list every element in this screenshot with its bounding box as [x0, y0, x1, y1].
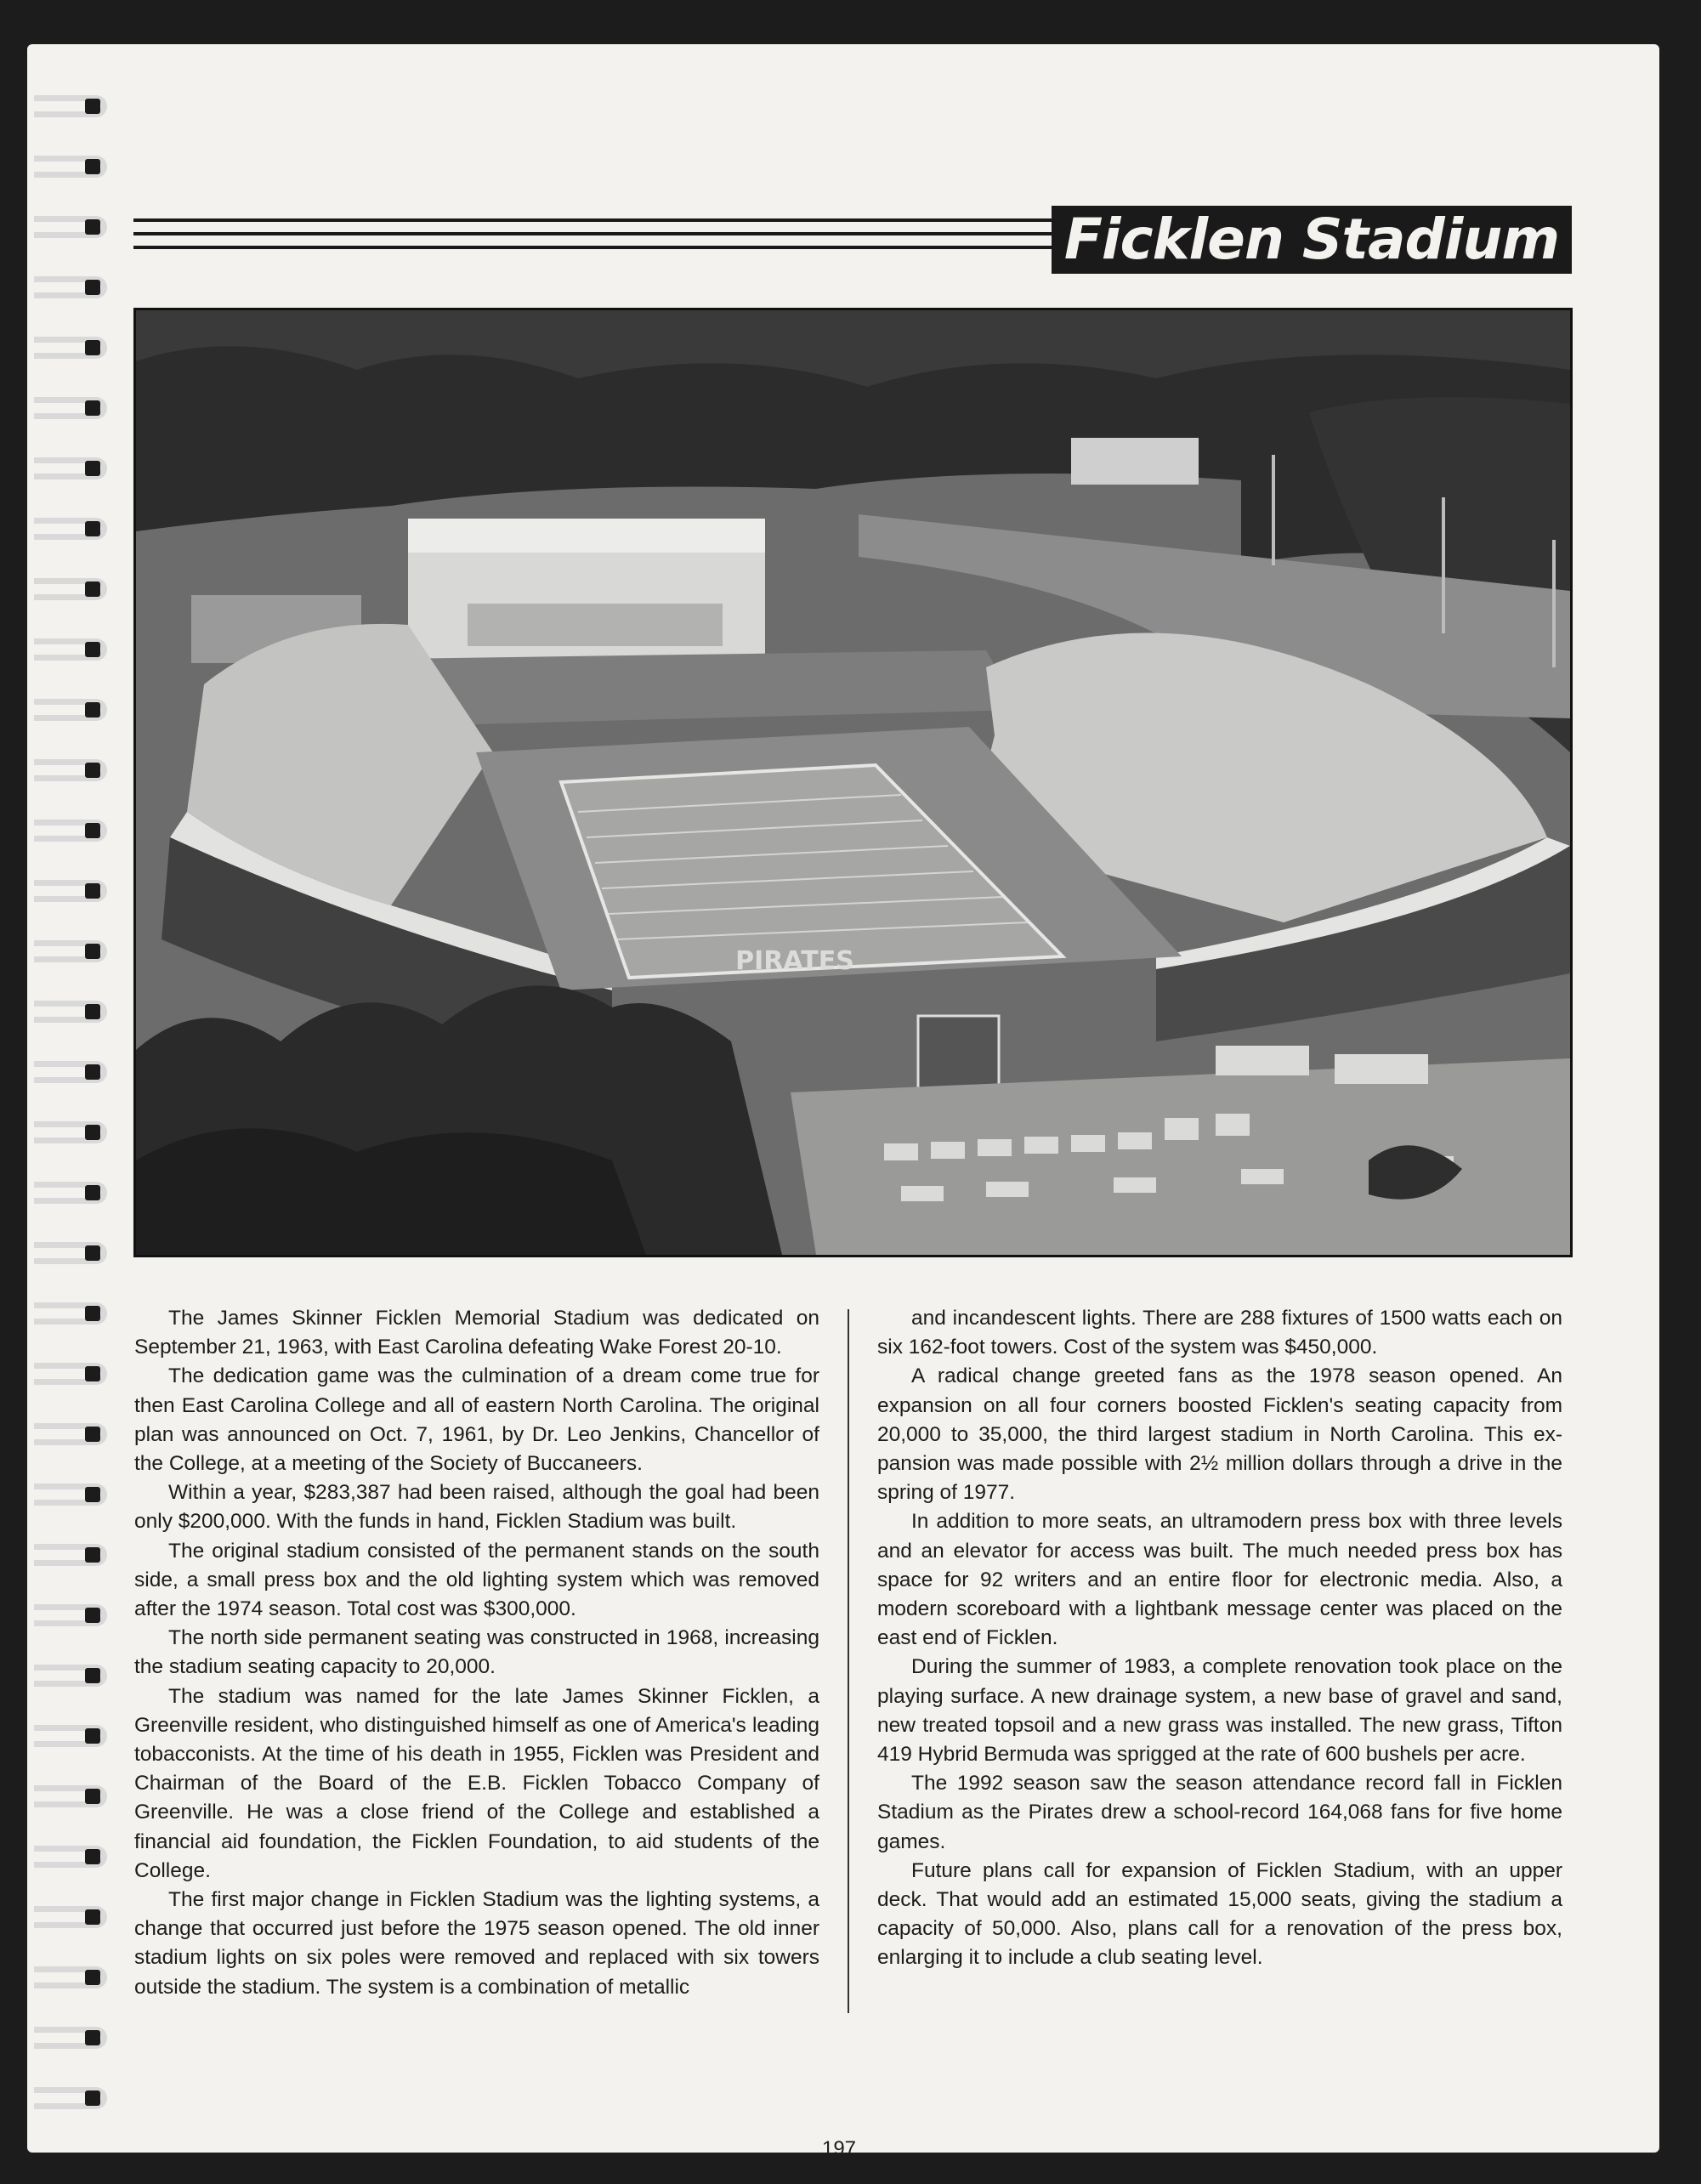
paragraph: A radical change greeted fans as the 1978 season opened. An expansion on all four corners boosted Ficklen's seating capacity from 20,000 to 35,000, the third largest stadium in North Carolina. This expansion was made possible with 2½ million dollars through a drive in the spring of 1977. [877, 1364, 1562, 1505]
binding-hole [85, 159, 100, 174]
paragraph: The north side permanent seating was constructed in 1968, increasing the stadium seating capacity to 20,000. [134, 1626, 819, 1679]
binding-hole [85, 1125, 100, 1140]
body-text-right-column [877, 1304, 1562, 1973]
binding-hole [85, 1849, 100, 1864]
binding-hole [85, 581, 100, 597]
binding-hole [85, 1306, 100, 1321]
header-rules [133, 218, 1056, 259]
binding-hole [85, 280, 100, 295]
binding-hole [85, 823, 100, 838]
binding-hole [85, 1064, 100, 1080]
spiral-binding [27, 95, 112, 2170]
binding-hole [85, 642, 100, 657]
paragraph: The 1992 season saw the season attendance record fall in Ficklen Stadium as the Pirates drew a school-record 164,068 fans for five home games. [877, 1772, 1562, 1853]
binding-hole [85, 1608, 100, 1623]
binding-hole [85, 1427, 100, 1442]
binding-hole [85, 1004, 100, 1019]
binding-hole [85, 521, 100, 536]
binding-hole [85, 99, 100, 114]
binding-hole [85, 461, 100, 476]
paragraph: In addition to more seats, an ultramodern press box with three levels and an elevator for access was built. The much needed press box has space for 92 writers and an entire floor for electronic media. Also, a modern scoreboard with a lightbank message center was placed on the east end of Ficklen. [877, 1510, 1562, 1650]
binding-hole [85, 1487, 100, 1502]
binding-hole [85, 1970, 100, 1985]
column-divider [848, 1309, 849, 2013]
binding-hole [85, 1547, 100, 1563]
body-text-left-column [134, 1304, 819, 2002]
paragraph: The first major change in Ficklen Stadium was the lighting systems, a change that occurred just before the 1975 season opened. The old inner stadium lights on six poles were removed and replaced with six towers outside the stadium. The system is a combination of metallic [134, 1888, 819, 1999]
page [27, 44, 1659, 2160]
binding-hole [85, 1668, 100, 1683]
binding-hole [85, 2030, 100, 2045]
binding-hole [85, 702, 100, 718]
page-number: 197 [821, 2137, 857, 2160]
binding-hole [85, 2090, 100, 2106]
paragraph: The dedication game was the culmination of a dream come true for then East Carolina College and all of eastern North Carolina. The original plan was announced on Oct. 7, 1961, by Dr. Leo Jenkins, Chancellor of the College, at a meeting of the Society of Buccaneers. [134, 1364, 819, 1476]
binding-hole [85, 763, 100, 778]
binding-hole [85, 1366, 100, 1381]
paragraph: Within a year, $283,387 had been raised, although the goal had been only $200,000. With the funds in hand, Ficklen Stadium was built. [134, 1481, 819, 1534]
binding-hole [85, 883, 100, 899]
paragraph: The stadium was named for the late James Skinner Ficklen, a Greenville resident, who distinguished himself as one of America's leading tobacconists. At the time of his death in 1955, Ficklen was President and Chairman of the Board of the E.B. Ficklen Tobacco Company of Greenville. He was a close friend of the College and established a financial aid foundation, the Ficklen Foundation, to aid students of the College. [134, 1684, 819, 1882]
paragraph: During the summer of 1983, a complete renovation took place on the playing surface. A new drainage system, a new base of gravel and sand, new treated topsoil and a new grass was installed. The new grass, Tifton 419 Hybrid Bermuda was sprigged at the rate of 600 bushels per acre. [877, 1655, 1562, 1767]
binding-hole [85, 340, 100, 355]
binding-hole [85, 400, 100, 416]
field-endzone-text: PIRATES [735, 946, 854, 976]
paragraph: The original stadium consisted of the permanent stands on the south side, a small press box and the old lighting system which was removed after the 1974 season. Total cost was $300,000. [134, 1539, 819, 1621]
binding-hole [85, 219, 100, 235]
binding-hole [85, 1789, 100, 1804]
paragraph: Future plans call for expansion of Ficklen Stadium, with an upper deck. That would add an estimated 15,000 seats, giving the stadium a capacity of 50,000. Also, plans call for a renovation of the press box, enlarging it to include a club seating level. [877, 1858, 1562, 1970]
paragraph: and incandescent lights. There are 288 fixtures of 1500 watts each on six 162-foot towers. Cost of the system was $450,000. [877, 1307, 1562, 1359]
binding-hole [85, 944, 100, 959]
stadium-aerial-photo [133, 308, 1573, 1257]
paragraph: The James Skinner Ficklen Memorial Stadium was dedicated on September 21, 1963, with East Carolina defeating Wake Forest 20-10. [134, 1307, 819, 1359]
page-title: Ficklen Stadium [1052, 206, 1572, 274]
binding-hole [85, 1728, 100, 1744]
binding-hole [85, 1245, 100, 1261]
binding-hole [85, 1909, 100, 1925]
binding-hole [85, 1185, 100, 1200]
